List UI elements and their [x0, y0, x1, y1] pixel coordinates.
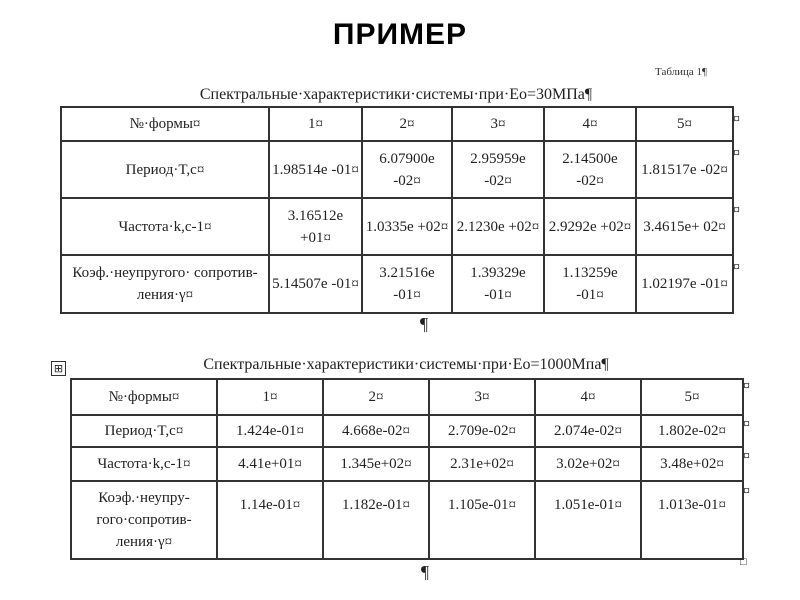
table2-cell[interactable]: 1.424e-01¤ — [217, 415, 323, 447]
table2-header-cell[interactable]: 1¤ — [217, 379, 323, 415]
table2-cell[interactable]: 1.14e-01¤ — [217, 481, 323, 559]
table1-cell[interactable]: 6.07900e -02¤ — [362, 141, 452, 198]
paragraph-mark: ¶ — [420, 314, 429, 334]
table1-header-cell[interactable]: 4¤ — [544, 107, 636, 141]
table2-header-cell[interactable]: 2¤ — [323, 379, 429, 415]
table1-cell[interactable]: 3.4615e+ 02¤ — [636, 198, 733, 255]
table2-cell[interactable]: 3.48e+02¤ — [641, 447, 743, 481]
table1-row-label[interactable]: Коэф.·неупругого· сопротив-ления·γ¤ — [61, 255, 269, 313]
table1-cell[interactable]: 5.14507e -01¤ — [269, 255, 362, 313]
table-number-fragment: Таблица 1¶ — [655, 66, 708, 78]
row-end-mark: ¤ — [733, 112, 740, 127]
table-move-handle-icon[interactable]: ⊞ — [51, 361, 66, 376]
table1-cell[interactable]: 1.39329e -01¤ — [452, 255, 544, 313]
table2-cell[interactable]: 3.02e+02¤ — [535, 447, 641, 481]
table2-row-label[interactable]: Коэф.·неупру-гого·сопротив-ления·γ¤ — [71, 481, 217, 559]
table1-cell[interactable]: 2.1230e +02¤ — [452, 198, 544, 255]
page-title: ПРИМЕР — [332, 18, 468, 51]
table1-header-cell[interactable]: №·формы¤ — [61, 107, 269, 141]
table1-row-label[interactable]: Период·T,c¤ — [61, 141, 269, 198]
table2-cell[interactable]: 1.105e-01¤ — [429, 481, 535, 559]
table2-cell[interactable]: 1.802e-02¤ — [641, 415, 743, 447]
table2-cell[interactable]: 2.074e-02¤ — [535, 415, 641, 447]
table1-row — [61, 198, 733, 255]
table2-header-cell[interactable]: 3¤ — [429, 379, 535, 415]
table1-header-cell[interactable]: 5¤ — [636, 107, 733, 141]
table2-cell[interactable]: 1.182e-01¤ — [323, 481, 429, 559]
row-end-mark: ¤ — [743, 449, 750, 464]
table2-row-label[interactable]: Частота·k,c-1¤ — [71, 447, 217, 481]
table1-header-cell[interactable]: 3¤ — [452, 107, 544, 141]
table2-header-cell[interactable]: 4¤ — [535, 379, 641, 415]
table2-row — [71, 447, 743, 481]
table2-cell[interactable]: 2.31e+02¤ — [429, 447, 535, 481]
table2-caption: Спектральные·характеристики·системы·при·Eo=1000Мпа¶ — [203, 356, 609, 373]
table2-header-cell[interactable]: №·формы¤ — [71, 379, 217, 415]
table1-cell[interactable]: 1.13259e -01¤ — [544, 255, 636, 313]
row-end-mark: ¤ — [743, 379, 750, 394]
table2-row — [71, 481, 743, 559]
table1-header-cell[interactable]: 2¤ — [362, 107, 452, 141]
table1-cell[interactable]: 2.14500e -02¤ — [544, 141, 636, 198]
table2-cell[interactable]: 1.051e-01¤ — [535, 481, 641, 559]
table2-cell[interactable]: 2.709e-02¤ — [429, 415, 535, 447]
row-end-mark: ¤ — [743, 417, 750, 432]
table1-caption: Спектральные·характеристики·системы·при·Eo=30МПа¶ — [199, 86, 593, 103]
row-end-mark: ¤ — [743, 484, 750, 499]
row-end-mark: ¤ — [733, 260, 740, 275]
table2-cell[interactable]: 4.668e-02¤ — [323, 415, 429, 447]
table1-row — [61, 141, 733, 198]
table2-cell[interactable]: 1.013e-01¤ — [641, 481, 743, 559]
table1-cell[interactable]: 3.21516e -01¤ — [362, 255, 452, 313]
table2-row-label[interactable]: Период·T,c¤ — [71, 415, 217, 447]
table1-cell[interactable]: 1.81517e -02¤ — [636, 141, 733, 198]
table1-cell[interactable]: 1.02197e -01¤ — [636, 255, 733, 313]
table2-cell[interactable]: 4.41e+01¤ — [217, 447, 323, 481]
table-resize-handle-icon[interactable]: □ — [740, 556, 747, 568]
table2 — [70, 378, 744, 560]
table2-header-row — [71, 379, 743, 415]
row-end-mark: ¤ — [733, 203, 740, 218]
table2-header-cell[interactable]: 5¤ — [641, 379, 743, 415]
table1-row — [61, 255, 733, 313]
row-end-mark: ¤ — [733, 146, 740, 161]
table1-header-cell[interactable]: 1¤ — [269, 107, 362, 141]
table1 — [60, 106, 734, 314]
table2-row — [71, 415, 743, 447]
table2-cell[interactable]: 1.345e+02¤ — [323, 447, 429, 481]
table1-cell[interactable]: 2.9292e +02¤ — [544, 198, 636, 255]
table1-header-row — [61, 107, 733, 141]
table1-row-label[interactable]: Частота·k,c-1¤ — [61, 198, 269, 255]
table1-cell[interactable]: 2.95959e -02¤ — [452, 141, 544, 198]
table1-cell[interactable]: 1.98514e -01¤ — [269, 141, 362, 198]
paragraph-mark: ¶ — [421, 562, 430, 582]
table1-cell[interactable]: 3.16512e +01¤ — [269, 198, 362, 255]
table1-cell[interactable]: 1.0335e +02¤ — [362, 198, 452, 255]
